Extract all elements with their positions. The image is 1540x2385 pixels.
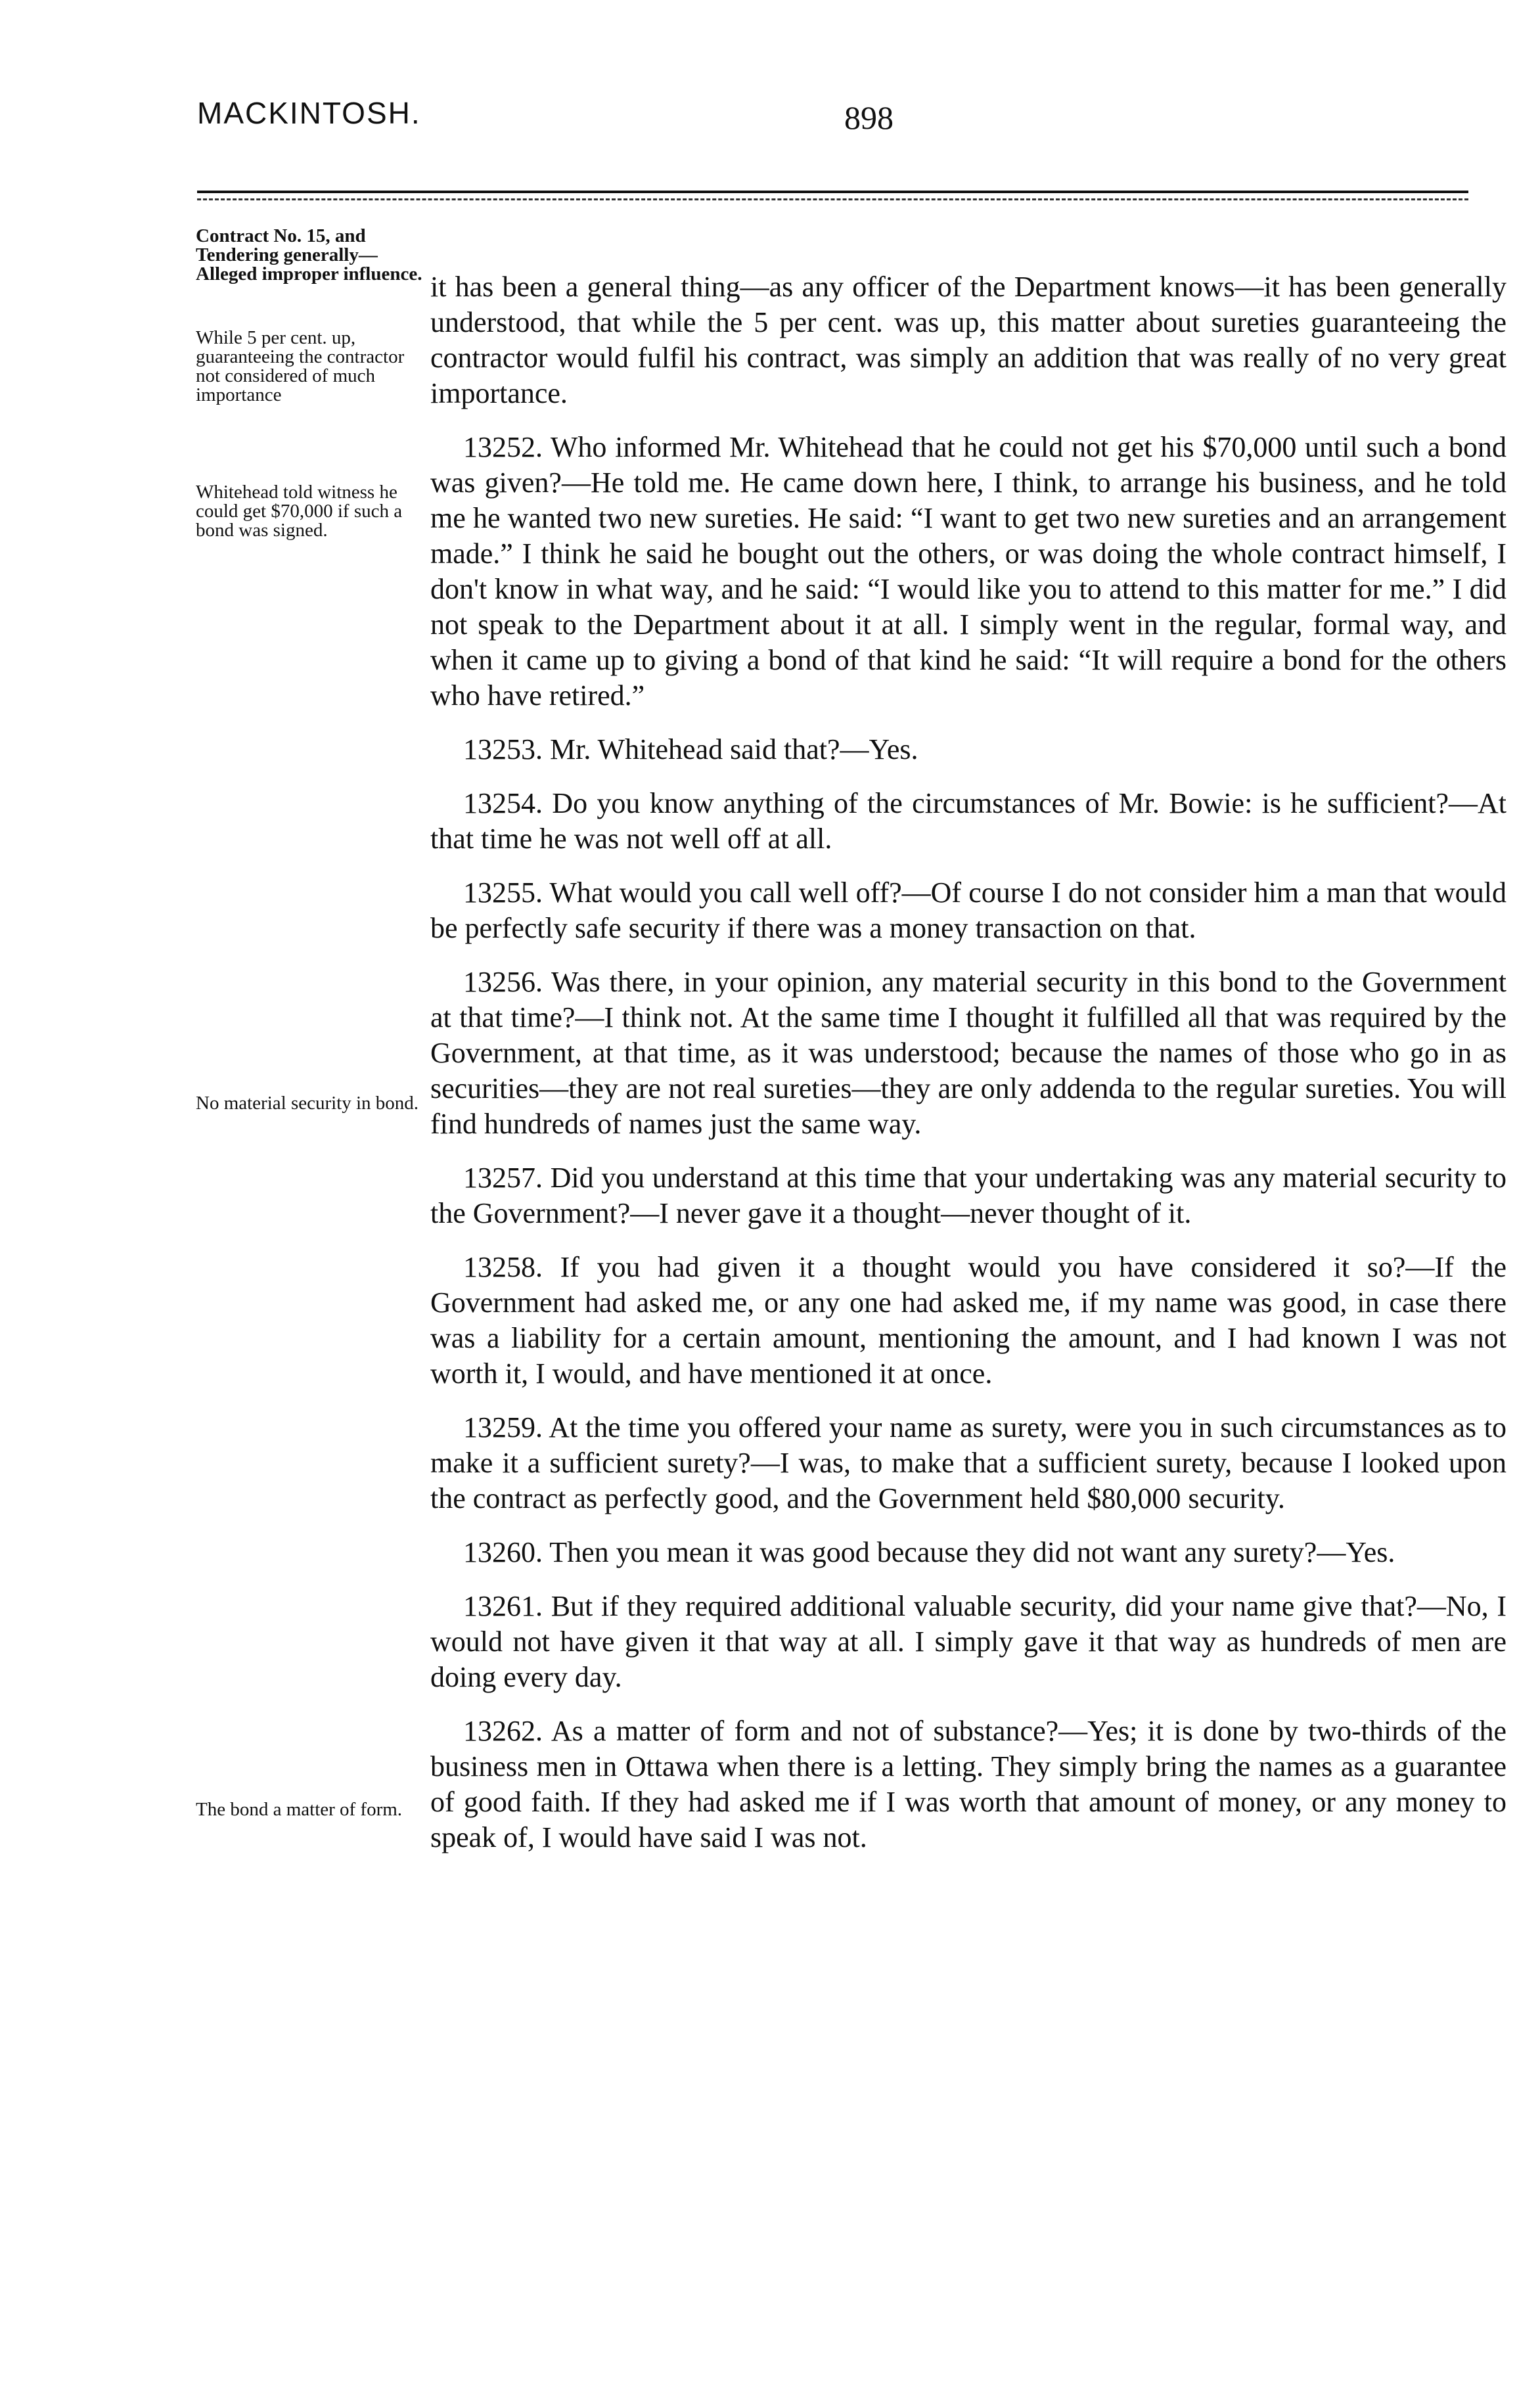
running-title: MACKINTOSH. xyxy=(197,96,421,130)
paragraph: 13257. Did you understand at this time that your undertaking was any material security to the Government?—I never gave it a thought—never thought of it. xyxy=(430,1162,1506,1229)
header-rule xyxy=(197,191,1468,193)
margin-note: Contract No. 15, and Tendering generally— Alleged improper influence. xyxy=(196,225,422,284)
margin-note: Whitehead told witness he could get $70,000 if such a bond was signed. xyxy=(196,482,403,541)
paragraph: 13254. Do you know anything of the circumstances of Mr. Bowie: is he sufficient?—At that time he was not well off at all. xyxy=(430,787,1506,855)
paragraph: 13256. Was there, in your opinion, any material security in this bond to the Government at that time?—I think not. At the same time I thought it fulfilled all that was required by the Government, at that time, as it was understood; because the names of those who go in as securities—they are not real sureties—they are only addenda to the regular sureties. You will find hundreds of names just the same way. xyxy=(430,966,1506,1140)
paragraph: 13255. What would you call well off?—Of course I do not consider him a man that would be perfectly safe security if there was a money transaction on that. xyxy=(430,876,1506,944)
margin-note: No material security in bond. xyxy=(196,1093,419,1114)
body-text xyxy=(430,269,1506,1874)
paragraph: 13259. At the time you offered your name as surety, were you in such circumstances as to make it a sufficient surety?—I was, to make that a sufficient surety, because I looked upon the contract as perfectly good, and the Government held $80,000 security. xyxy=(430,1411,1506,1514)
paragraph: 13261. But if they required additional valuable security, did your name give that?—No, I would not have given it that way at all. I simply gave it that way as hundreds of men are doing every day. xyxy=(430,1590,1506,1693)
header-rule-dashed xyxy=(197,198,1468,200)
paragraph: it has been a general thing—as any officer of the Department knows—it has been generally understood, that while the 5 per cent. was up, this matter about sureties guaranteeing the contractor would fulfil his contract, was simply an addition that was really of no very great importance. xyxy=(430,271,1506,409)
page-number: 898 xyxy=(844,99,894,136)
margin-note: The bond a matter of form. xyxy=(196,1799,403,1820)
paragraph: 13260. Then you mean it was good because they did not want any surety?—Yes. xyxy=(463,1536,1395,1568)
paragraph: 13262. As a matter of form and not of substance?—Yes; it is done by two-thirds of the business men in Ottawa when there is a letting. They simply bring the names as a guarantee of good faith. If they had asked me if I was worth that amount of money, or any money to speak of, I would have said I was not. xyxy=(430,1715,1506,1853)
paragraph: 13252. Who informed Mr. Whitehead that he could not get his $70,000 until such a bond was given?—He told me. He came down here, I think, to arrange his business, and he told me he wanted two new sureties. He said: “I want to get two new sureties and an arrangement made.” I think he said he bought out the others, or was doing the whole contract himself, I don't know in what way, and he said: “I would like you to attend to this matter for me.” I did not speak to the Department about it at all. I simply went in the regular, formal way, and when it came up to giving a bond of that kind he said: “It will require a bond for the others who have retired.” xyxy=(430,431,1506,712)
margin-note: While 5 per cent. up, guaranteeing the contractor not considered of much importance xyxy=(196,327,405,405)
paragraph: 13253. Mr. Whitehead said that?—Yes. xyxy=(463,733,918,765)
paragraph: 13258. If you had given it a thought would you have considered it so?—If the Government had asked me, or any one had asked me, if my name was good, in case there was a liability for a certain amount, mentioning the amount, and I had known I was not worth it, I would, and have mentioned it at once. xyxy=(430,1251,1506,1390)
